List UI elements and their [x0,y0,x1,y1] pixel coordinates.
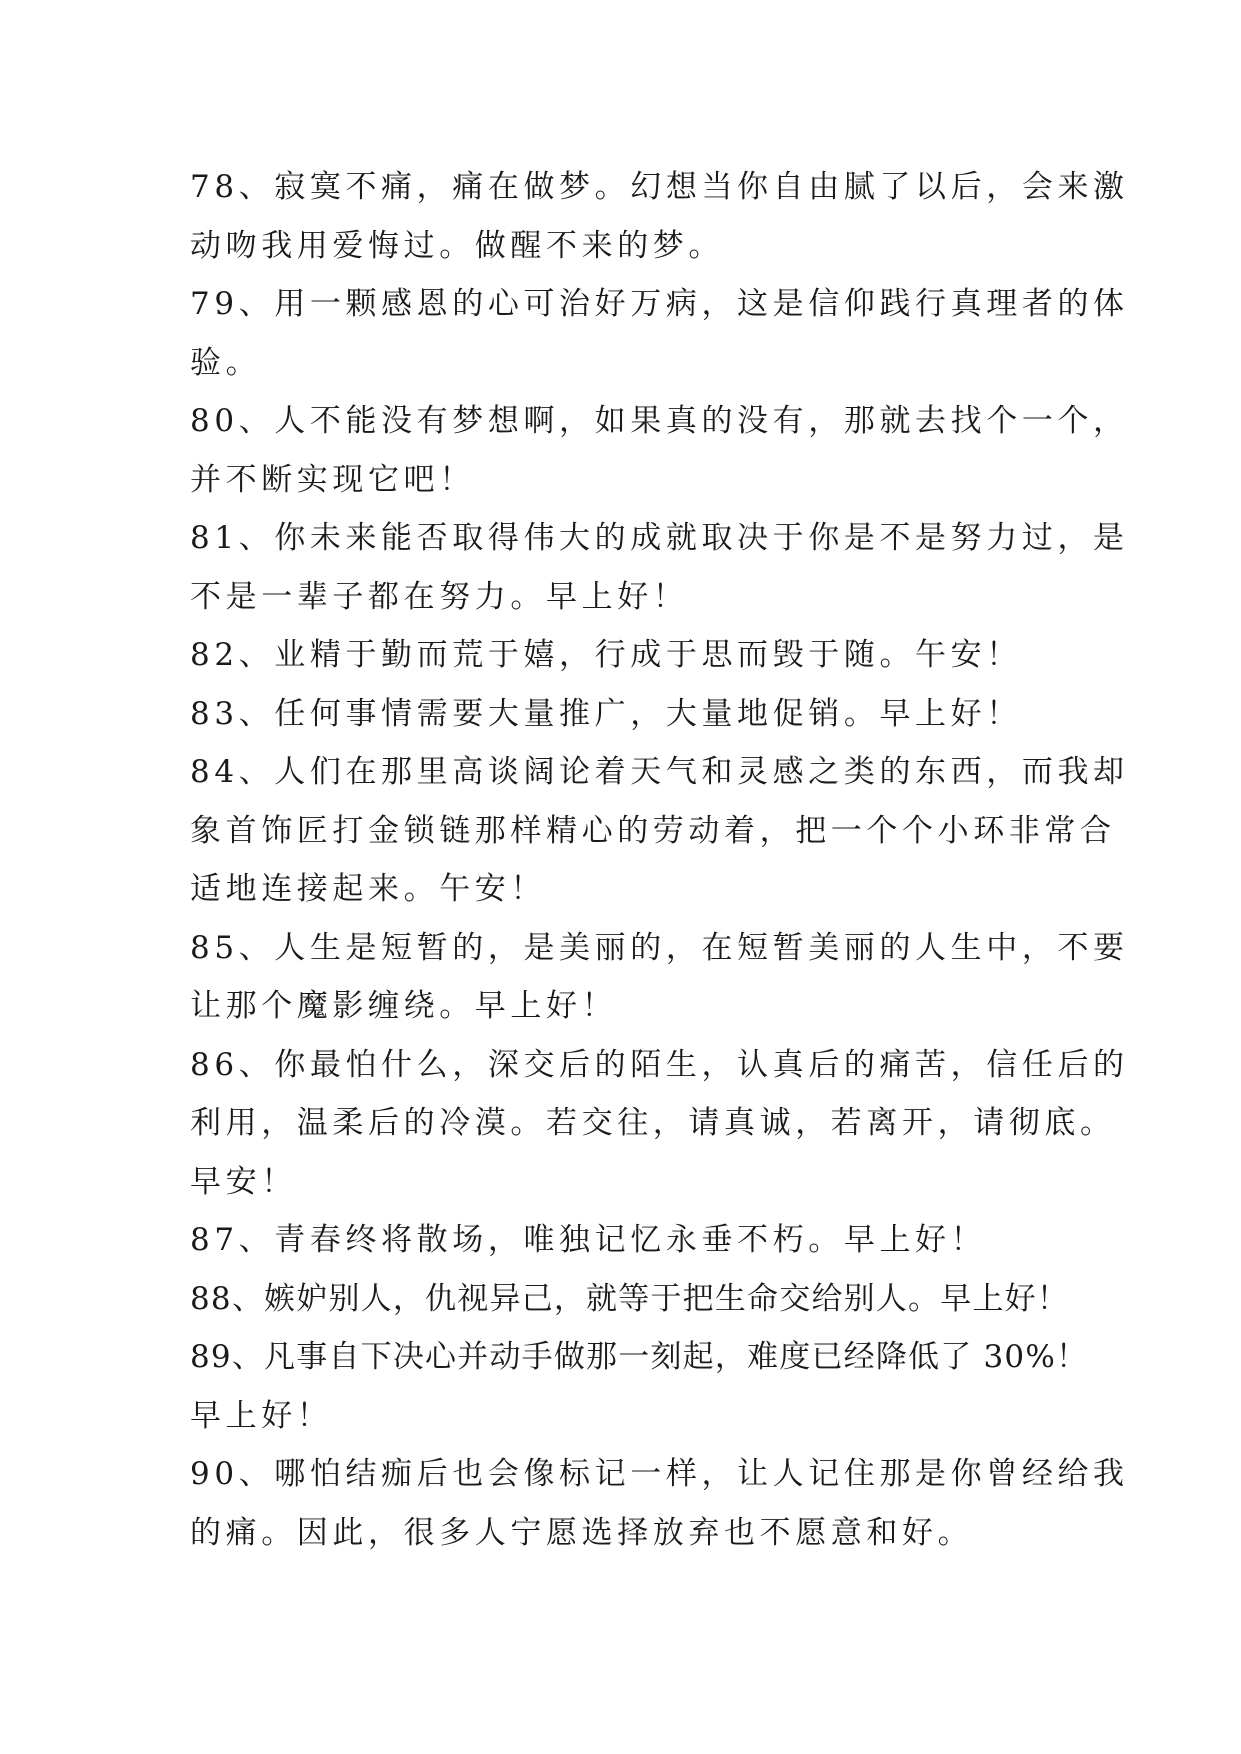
text-line: 的痛。因此，很多人宁愿选择放弃也不愿意和好。 [190,1514,974,1551]
text-line: 78、寂寞不痛，痛在做梦。幻想当你自由腻了以后，会来激 [190,169,1129,205]
text-line: 动吻我用爱悔过。做醒不来的梦。 [190,227,724,264]
text-line: 让那个魔影缠绕。早上好！ [190,988,618,1024]
text-line: 不是一辈子都在努力。早上好！ [190,578,689,615]
text-line: 并不断实现它吧！ [190,461,475,498]
text-line: 84、人们在那里高谈阔论着天气和灵感之类的东西，而我却 [190,754,1129,790]
text-line: 象首饰匠打金锁链那样精心的劳动着，把一个个小环非常合 [190,812,1116,849]
text-line: 适地连接起来。午安！ [190,871,546,907]
text-line: 85、人生是短暂的，是美丽的，在短暂美丽的人生中，不要 [190,929,1129,966]
text-line: 早上好！ [190,1397,333,1434]
text-line: 90、哪怕结痂后也会像标记一样，让人记住那是你曾经给我 [190,1456,1129,1492]
text-line: 82、业精于勤而荒于嬉，行成于思而毁于随。午安！ [190,637,1022,673]
text-line: 早安！ [190,1163,297,1200]
text-line: 81、你未来能否取得伟大的成就取决于你是不是努力过，是 [190,520,1129,556]
text-line: 79、用一颗感恩的心可治好万病，这是信仰践行真理者的体 [190,286,1129,322]
text-line: 利用，温柔后的冷漠。若交往，请真诚，若离开，请彻底。 [190,1105,1116,1141]
text-line: 83、任何事情需要大量推广，大量地促销。早上好！ [190,695,1022,732]
text-line: 80、人不能没有梦想啊，如果真的没有，那就去找个一个， [190,403,1129,439]
text-line: 86、你最怕什么，深交后的陌生，认真后的痛苦，信任后的 [190,1046,1129,1083]
document-body [190,158,1129,1562]
text-line: 89、凡事自下决心并动手做那一刻起，难度已经降低了 30%！ [190,1339,1089,1375]
text-line: 验。 [190,344,262,381]
text-line: 87、青春终将散场，唯独记忆永垂不朽。早上好！ [190,1222,987,1258]
text-line: 88、嫉妒别人，仇视异己，就等于把生命交给别人。早上好！ [190,1280,1070,1317]
